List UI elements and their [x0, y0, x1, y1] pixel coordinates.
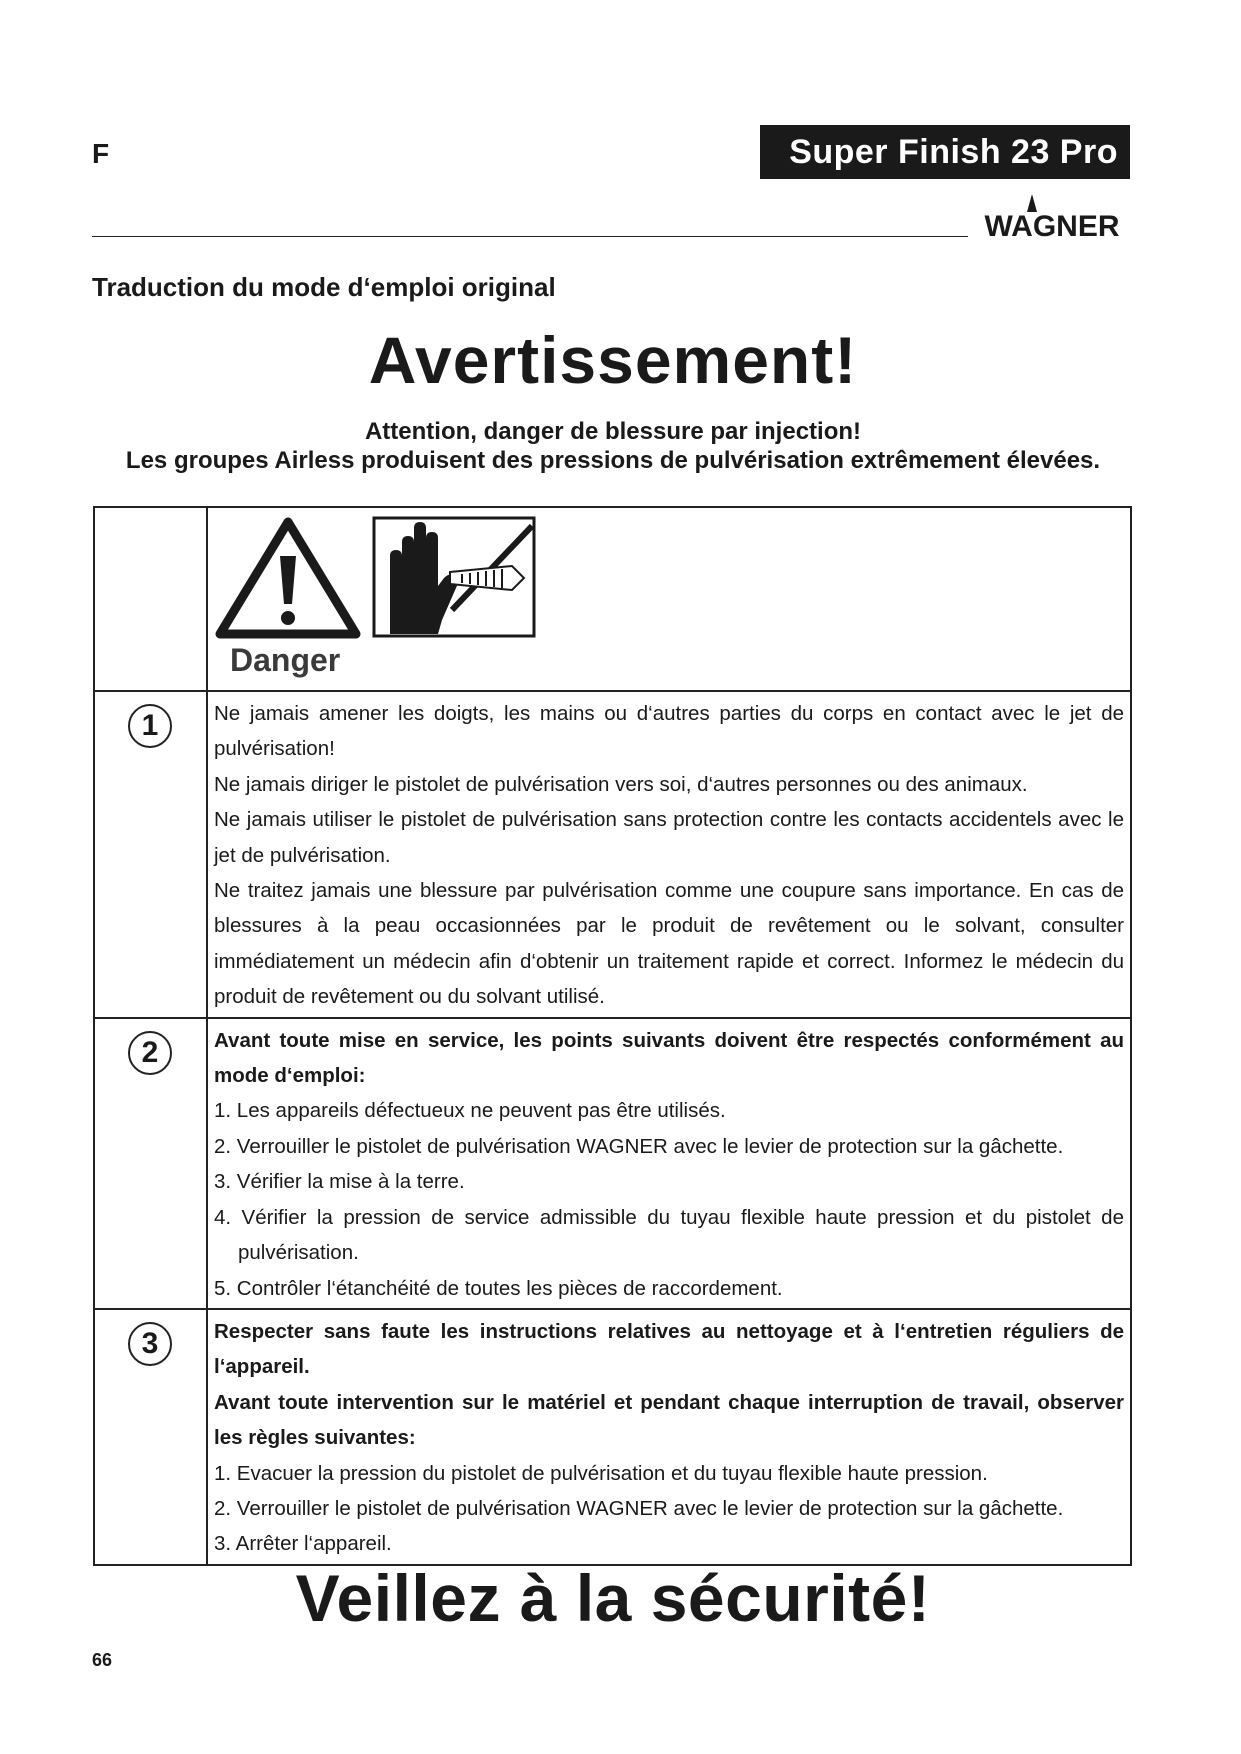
section-text-cell [207, 691, 1131, 1018]
danger-label: Danger [230, 642, 341, 678]
section-paragraph: Ne jamais diriger le pistolet de pulvérisation vers soi, d‘autres personnes ou des animaux. [214, 772, 1028, 796]
list-item: 1. Les appareils défectueux ne peuvent pas être utilisés. [214, 1099, 726, 1123]
language-code: F [92, 138, 110, 169]
section-heading: Avant toute intervention sur le matériel et pendant chaque interruption de travail, observer les règles suivantes: [214, 1390, 1124, 1450]
document-subtitle: Traduction du mode d‘emploi original [92, 272, 556, 302]
page-title: Avertissement! [368, 323, 858, 397]
section-number-badge: 1 [128, 704, 172, 748]
list-item: 5. Contrôler l‘étanchéité de toutes les pièces de raccordement. [214, 1276, 783, 1300]
section-row-1 [94, 691, 1131, 1018]
hand-spray-jet-icon [372, 516, 536, 638]
section-text-cell [207, 1018, 1131, 1309]
section-row-3 [94, 1309, 1131, 1565]
page-number: 66 [92, 1650, 113, 1670]
section-paragraph: Ne traitez jamais une blessure par pulvérisation comme une coupure sans importance. En cas de blessures à la peau occasionnées par le produit de revêtement ou le solvant, consulter immédiatement un médecin afin d‘obtenir un traitement rapide et correct. Informez le médecin du produit de revêtement ou du solvant utilisé. [214, 879, 1124, 1009]
section-paragraph: Ne jamais amener les doigts, les mains ou d‘autres parties du corps en contact avec le jet de pulvérisation! [214, 702, 1124, 761]
warning-triangle-icon [214, 516, 362, 640]
pictogram-row [94, 507, 1131, 691]
section-heading: Respecter sans faute les instructions relatives au nettoyage et à l‘entretien réguliers de l‘appareil. [214, 1319, 1124, 1379]
list-item: 2. Verrouiller le pistolet de pulvérisation WAGNER avec le levier de protection sur la gâchette. [214, 1496, 1064, 1520]
pictogram-cell [207, 507, 1131, 691]
section-number-badge: 3 [128, 1322, 172, 1366]
list-item: 3. Vérifier la mise à la terre. [214, 1170, 465, 1194]
section-number-cell [94, 1309, 207, 1565]
list-item: 4. Vérifier la pression de service admissible du tuyau flexible haute pression et du pistolet de pulvérisation. [214, 1205, 1124, 1265]
list-item: 3. Arrêter l‘appareil. [214, 1532, 392, 1556]
empty-cell [94, 507, 207, 691]
section-heading: Avant toute mise en service, les points suivants doivent être respectés conformément au mode d‘emploi: [214, 1028, 1124, 1088]
model-name-banner: Super Finish 23 Pro [760, 125, 1130, 179]
section-number-cell [94, 1018, 207, 1309]
list-item: 1. Evacuer la pression du pistolet de pulvérisation et du tuyau flexible haute pression. [214, 1461, 988, 1485]
safety-slogan: Veillez à la sécurité! [295, 1561, 931, 1635]
section-paragraph: Ne jamais utiliser le pistolet de pulvérisation sans protection contre les contacts accidentels avec le jet de pulvérisation. [214, 808, 1124, 867]
section-text-cell [207, 1309, 1131, 1565]
list-item: 2. Verrouiller le pistolet de pulvérisation WAGNER avec le levier de protection sur la gâchette. [214, 1134, 1064, 1158]
warning-line-1: Attention, danger de blessure par injection! [364, 418, 862, 445]
wagner-logo [972, 190, 1132, 244]
section-number-cell [94, 691, 207, 1018]
safety-table [93, 506, 1132, 1566]
section-row-2 [94, 1018, 1131, 1309]
warning-line-2: Les groupes Airless produisent des pressions de pulvérisation extrêmement élevées. [125, 447, 1101, 474]
svg-text:WAGNER: WAGNER [984, 210, 1120, 243]
section-number-badge: 2 [128, 1031, 172, 1075]
header-divider [92, 236, 968, 237]
